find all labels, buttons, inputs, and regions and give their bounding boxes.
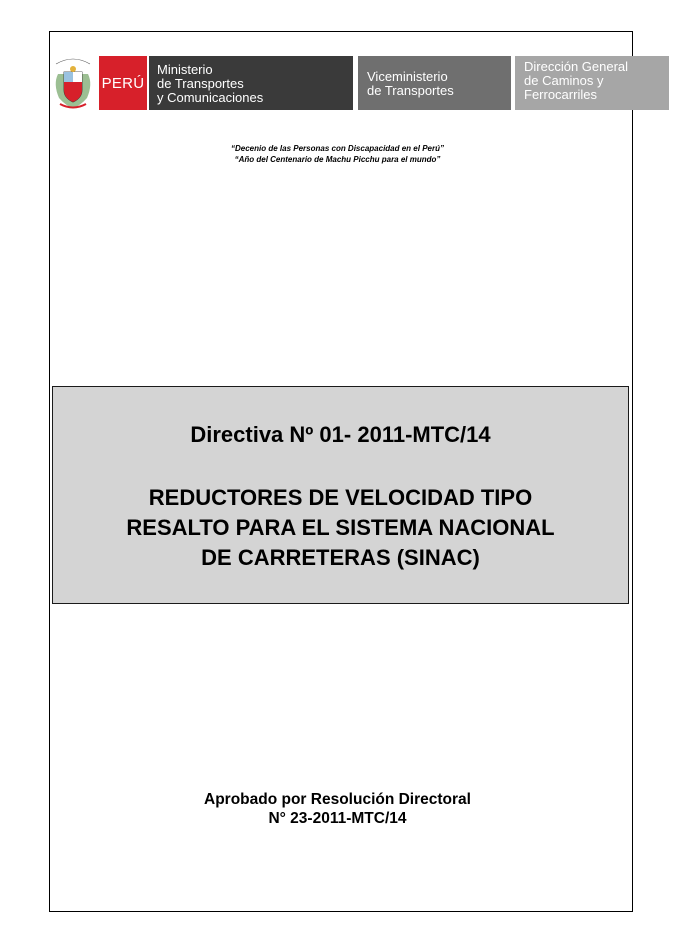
motto-line: “Año del Centenario de Machu Picchu para el mundo” [234,155,441,164]
subject-line: RESALTO PARA EL SISTEMA NACIONAL [126,515,555,540]
country-label: PERÚ [101,74,145,92]
approval-line: Aprobado por Resolución Directoral [204,791,471,808]
directorate-box [515,56,669,110]
approval-line: N° 23-2011-MTC/14 [268,810,407,827]
directorate-line: Ferrocarriles [524,87,597,102]
title-box [52,386,629,604]
vice-ministry-line: Viceministerio [367,69,448,84]
peru-label-box [99,56,147,110]
approval-note [0,790,675,828]
directorate-line: Dirección General [524,59,629,74]
directorate-line: de Caminos y [524,73,604,88]
vice-ministry-line: de Transportes [367,83,454,98]
ministry-line: de Transportes [157,76,244,91]
document-subject [53,483,628,573]
subject-line: REDUCTORES DE VELOCIDAD TIPO [148,485,533,510]
mottos [0,143,675,165]
vice-ministry-box [358,56,511,110]
ministry-box [149,56,353,110]
ministry-line: y Comunicaciones [157,90,264,105]
letterhead [52,54,629,112]
ministry-line: Ministerio [157,62,213,77]
subject-line: DE CARRETERAS (SINAC) [201,545,480,570]
coat-of-arms-icon [52,54,94,112]
directive-number: Directiva Nº 01- 2011-MTC/14 [190,422,491,447]
motto-line: “Decenio de las Personas con Discapacidad en el Perú” [231,144,444,153]
